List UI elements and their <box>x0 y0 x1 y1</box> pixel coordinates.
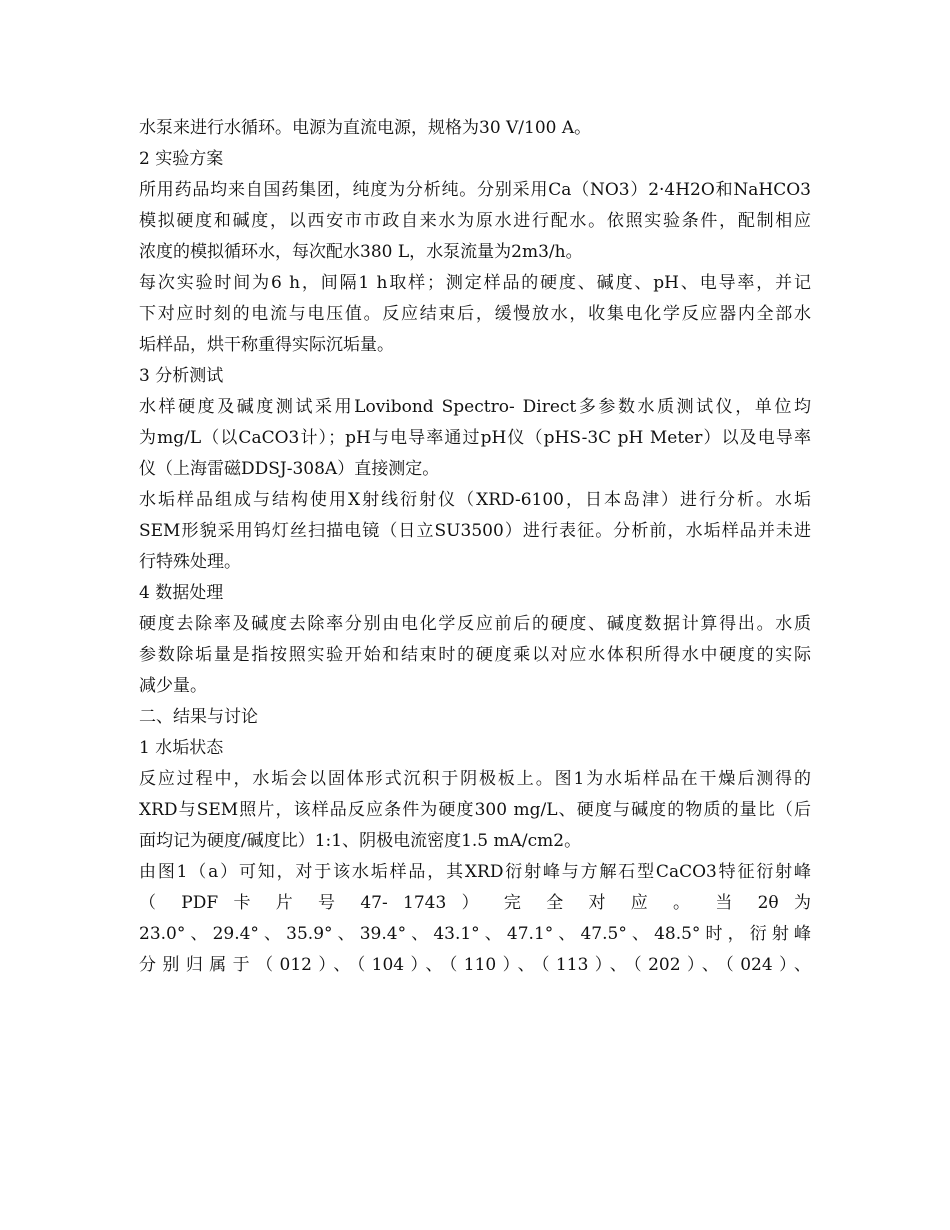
section-heading: 2 实验方案 <box>139 149 224 169</box>
text-line: 面均记为硬度/碱度比）1:1、阴极电流密度1.5 mA/cm2。 <box>139 831 582 851</box>
text-line: 行特殊处理。 <box>139 552 241 572</box>
section-heading: 3 分析测试 <box>139 366 224 386</box>
text-line: 下对应时刻的电流与电压值。反应结束后，缓慢放水，收集电化学反应器内全部水 <box>139 304 811 324</box>
text-line: 硬度去除率及碱度去除率分别由电化学反应前后的硬度、碱度数据计算得出。水质 <box>139 614 811 634</box>
text-line: 参数除垢量是指按照实验开始和结束时的硬度乘以对应水体积所得水中硬度的实际 <box>139 645 811 665</box>
section-heading: 4 数据处理 <box>139 583 224 603</box>
text-line: 浓度的模拟循环水，每次配水380 L，水泵流量为2m3/h。 <box>139 242 583 262</box>
text-line: 反应过程中，水垢会以固体形式沉积于阴极板上。图1为水垢样品在干燥后测得的 <box>139 769 811 789</box>
text-line: 为mg/L（以CaCO3计）；pH与电导率通过pH仪（pHS-3C pH Meter）以及电导率 <box>139 428 811 448</box>
text-line: XRD与SEM照片，该样品反应条件为硬度300 mg/L、硬度与碱度的物质的量比（后 <box>139 800 811 820</box>
text-line: 每次实验时间为6 h，间隔1 h取样；测定样品的硬度、碱度、pH、电导率，并记 <box>139 273 811 293</box>
text-line: SEM形貌采用钨灯丝扫描电镜（日立SU3500）进行表征。分析前，水垢样品并未进 <box>139 521 811 541</box>
text-line: 垢样品，烘干称重得实际沉垢量。 <box>139 335 394 355</box>
text-line: 23.0°、29.4°、35.9°、39.4°、43.1°、47.1°、47.5°、48.5°时，衍射峰 <box>139 924 811 944</box>
text-line: 水垢样品组成与结构使用X射线衍射仪（XRD-6100，日本岛津）进行分析。水垢 <box>139 490 811 510</box>
text-line: 水泵来进行水循环。电源为直流电源，规格为30 V/100 A。 <box>139 118 592 138</box>
text-line: 仪（上海雷磁DDSJ-308A）直接测定。 <box>139 459 440 479</box>
text-line: （ PDF 卡 片 号 47- 1743 ） 完 全 对 应 。 当 2θ 为 <box>139 893 811 913</box>
chapter-heading: 二、结果与讨论 <box>139 707 258 727</box>
text-line: 模拟硬度和碱度，以西安市市政自来水为原水进行配水。依照实验条件，配制相应 <box>139 211 811 231</box>
text-line: 由图1（a）可知，对于该水垢样品，其XRD衍射峰与方解石型CaCO3特征衍射峰 <box>139 862 811 882</box>
text-line: 所用药品均来自国药集团，纯度为分析纯。分别采用Ca（NO3）2·4H2O和NaHCO3 <box>139 180 811 200</box>
section-heading: 1 水垢状态 <box>139 738 224 758</box>
text-line: 分别归属于（012）、（104）、（110）、（113）、（202）、（024）、 <box>139 955 811 975</box>
text-line: 减少量。 <box>139 676 207 696</box>
text-line: 水样硬度及碱度测试采用Lovibond Spectro- Direct多参数水质测试仪，单位均 <box>139 397 811 417</box>
document-page <box>139 113 811 981</box>
